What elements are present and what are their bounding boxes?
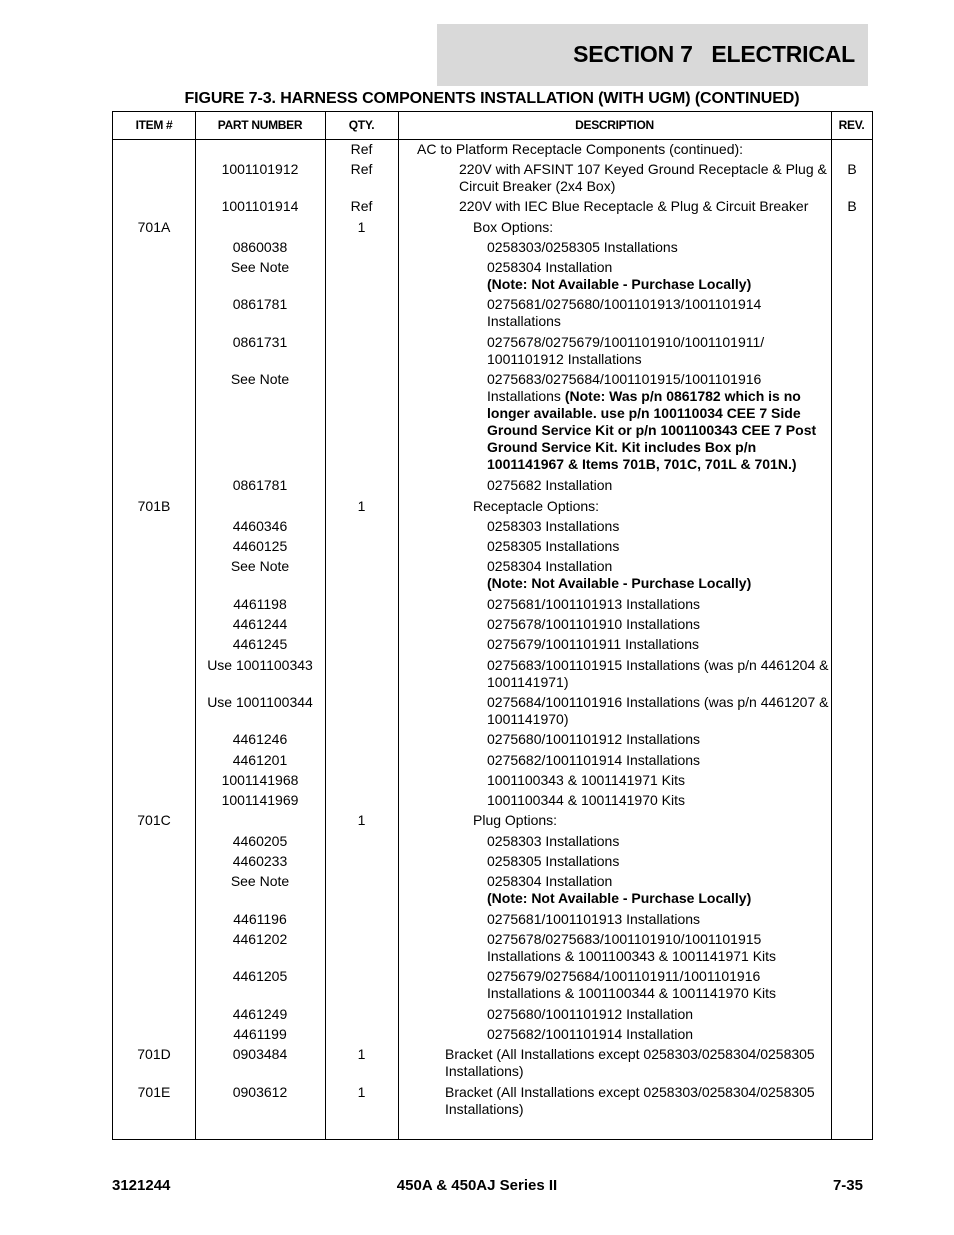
section-title: SECTION 7 ELECTRICAL — [573, 41, 855, 67]
description — [487, 239, 835, 256]
part-number: 4461245 — [232, 636, 288, 652]
header-part-number: PART NUMBER — [217, 118, 303, 132]
description-text: Bracket (All Installations except 0258303/0258304/0258305 Installations) — [445, 1046, 815, 1079]
column-divider — [398, 112, 399, 1139]
quantity: 1 — [357, 1046, 366, 1062]
description — [487, 538, 835, 555]
description-note: (Note: Not Available - Purchase Locally) — [487, 276, 752, 292]
item-number: 701B — [137, 498, 171, 514]
description — [459, 198, 835, 215]
part-number: 1001141968 — [221, 772, 299, 788]
description-text: AC to Platform Receptacle Components (continued): — [417, 141, 744, 157]
quantity: Ref — [350, 161, 373, 177]
description-text: 0275681/1001101913 Installations — [487, 911, 701, 927]
part-number: 0903484 — [232, 1046, 288, 1062]
description-text: 0275681/1001101913 Installations — [487, 596, 701, 612]
part-number: 4461199 — [233, 1026, 287, 1042]
description-text: 0275682 Installation — [487, 477, 613, 493]
part-number: 4460346 — [232, 518, 288, 534]
header-qty: QTY. — [348, 118, 375, 132]
figure-title: FIGURE 7-3. HARNESS COMPONENTS INSTALLATION (WITH UGM) (CONTINUED) — [184, 90, 800, 107]
part-number: 0861731 — [232, 334, 288, 350]
description-text: 0275680/1001101912 Installations — [487, 731, 701, 747]
item-number: 701D — [137, 1046, 171, 1062]
description — [459, 161, 835, 195]
description — [487, 477, 835, 494]
part-number: 1001141969 — [221, 792, 299, 808]
part-number: 1001101912 — [221, 161, 299, 177]
part-number: 4460205 — [232, 833, 288, 849]
parts-table — [112, 111, 873, 1140]
description-text: 0258305 Installations — [487, 853, 620, 869]
quantity: 1 — [357, 498, 366, 514]
description — [417, 141, 835, 158]
description-text: 0275680/1001101912 Installation — [487, 1006, 694, 1022]
item-number: 701A — [137, 219, 171, 235]
description — [487, 371, 835, 473]
description — [487, 616, 835, 633]
description — [487, 968, 835, 1002]
part-number: See Note — [230, 259, 290, 275]
description-text: Receptacle Options: — [473, 498, 600, 514]
description — [487, 792, 835, 809]
part-number: 0903612 — [232, 1084, 288, 1100]
part-number: 4461249 — [232, 1006, 288, 1022]
description-text: 0275678/1001101910 Installations — [487, 616, 701, 632]
description-text: 0275679/1001101911 Installations — [487, 636, 699, 652]
quantity: Ref — [350, 198, 373, 214]
description — [487, 1026, 835, 1043]
header-divider — [113, 139, 872, 140]
description — [487, 752, 835, 769]
part-number: Use 1001100344 — [207, 694, 313, 710]
description — [487, 558, 835, 592]
description-text: 0275683/0275684/1001101915/1001101916 Installations — [487, 371, 762, 404]
description-text: 0275684/1001101916 Installations (was p/n 4461207 & 1001141970) — [487, 694, 829, 727]
part-number: 0861781 — [232, 477, 288, 493]
description — [487, 596, 835, 613]
part-number: 4461205 — [232, 968, 288, 984]
description-text: 0258303 Installations — [487, 833, 620, 849]
part-number: See Note — [230, 558, 290, 574]
description-note: (Note: Not Available - Purchase Locally) — [487, 575, 752, 591]
description-text: 220V with IEC Blue Receptacle & Plug & Circuit Breaker — [459, 198, 809, 214]
column-divider — [325, 112, 326, 1139]
part-number: 4461246 — [232, 731, 288, 747]
description — [487, 657, 835, 691]
description-text: 220V with AFSINT 107 Keyed Ground Receptacle & Plug & Circuit Breaker (2x4 Box) — [459, 161, 827, 194]
description — [473, 812, 835, 829]
description — [487, 931, 835, 965]
description-text: Bracket (All Installations except 0258303/0258304/0258305 Installations) — [445, 1084, 815, 1117]
part-number: 0861781 — [232, 296, 288, 312]
part-number: 4461196 — [233, 911, 287, 927]
description — [487, 518, 835, 535]
description-text: 0258303 Installations — [487, 518, 620, 534]
description-text: 0258304 Installation — [487, 873, 613, 889]
description — [487, 636, 835, 653]
part-number: 4460233 — [232, 853, 288, 869]
revision: B — [847, 198, 857, 214]
description-text: 1001100343 & 1001141971 Kits — [487, 772, 685, 788]
quantity: 1 — [357, 812, 366, 828]
revision: B — [847, 161, 857, 177]
description-text: 0258304 Installation — [487, 259, 613, 275]
section-banner — [437, 24, 868, 86]
description-text: 0275683/1001101915 Installations (was p/n 4461204 & 1001141971) — [487, 657, 829, 690]
description — [445, 1084, 835, 1118]
description — [487, 259, 835, 293]
description-text: Plug Options: — [473, 812, 558, 828]
description — [487, 853, 835, 870]
description — [473, 498, 835, 515]
description-text: 0258303/0258305 Installations — [487, 239, 678, 255]
description — [487, 911, 835, 928]
part-number: Use 1001100343 — [207, 657, 313, 673]
header-description: DESCRIPTION — [575, 118, 654, 132]
part-number: 4461202 — [232, 931, 288, 947]
description — [487, 772, 835, 789]
description-text: 0258304 Installation — [487, 558, 613, 574]
part-number: 4461244 — [232, 616, 288, 632]
description — [473, 219, 835, 236]
footer-page-number: 7-35 — [832, 1177, 863, 1194]
description-text: 0275678/0275679/1001101910/1001101911/ 1001101912 Installations — [487, 334, 765, 367]
description-text: 0275678/0275683/1001101910/1001101915 Installations & 1001100343 & 1001141971 Kits — [487, 931, 777, 964]
part-number: 1001101914 — [221, 198, 299, 214]
header-item: ITEM # — [135, 118, 173, 132]
description-text: 0275679/0275684/1001101911/1001101916 Installations & 1001100344 & 1001141970 Kits — [487, 968, 777, 1001]
description-text: 1001100344 & 1001141970 Kits — [487, 792, 685, 808]
description — [487, 296, 835, 330]
part-number: 0860038 — [232, 239, 288, 255]
description-text: Box Options: — [473, 219, 554, 235]
description-text: 0275681/0275680/1001101913/1001101914 Installations — [487, 296, 762, 329]
part-number: 4460125 — [232, 538, 288, 554]
item-number: 701C — [137, 812, 171, 828]
part-number: 4461201 — [232, 752, 288, 768]
description-note: (Note: Not Available - Purchase Locally) — [487, 890, 752, 906]
part-number: 4461198 — [233, 596, 287, 612]
description-text: 0258305 Installations — [487, 538, 620, 554]
footer-model: 450A & 450AJ Series II — [396, 1177, 558, 1194]
description — [487, 873, 835, 907]
footer-doc-number: 3121244 — [112, 1177, 171, 1194]
part-number: See Note — [230, 371, 290, 387]
description — [487, 833, 835, 850]
quantity: 1 — [357, 1084, 366, 1100]
description — [487, 694, 835, 728]
description — [445, 1046, 835, 1080]
description-note: (Note: Was p/n 0861782 which is no longer available. use p/n 100110034 CEE 7 Side Ground Service Kit or p/n 1001100343 CEE 7 Post Ground Service Kit. Kit includes Box p/n 1001141967 & Items 701B, 701C, 701L & 701N.) — [487, 388, 817, 472]
description-text: 0275682/1001101914 Installation — [487, 1026, 694, 1042]
description — [487, 334, 835, 368]
description — [487, 1006, 835, 1023]
quantity: Ref — [350, 141, 373, 157]
description-text: 0275682/1001101914 Installations — [487, 752, 701, 768]
quantity: 1 — [357, 219, 366, 235]
description — [487, 731, 835, 748]
part-number: See Note — [230, 873, 290, 889]
header-rev: REV. — [838, 118, 865, 132]
item-number: 701E — [137, 1084, 171, 1100]
